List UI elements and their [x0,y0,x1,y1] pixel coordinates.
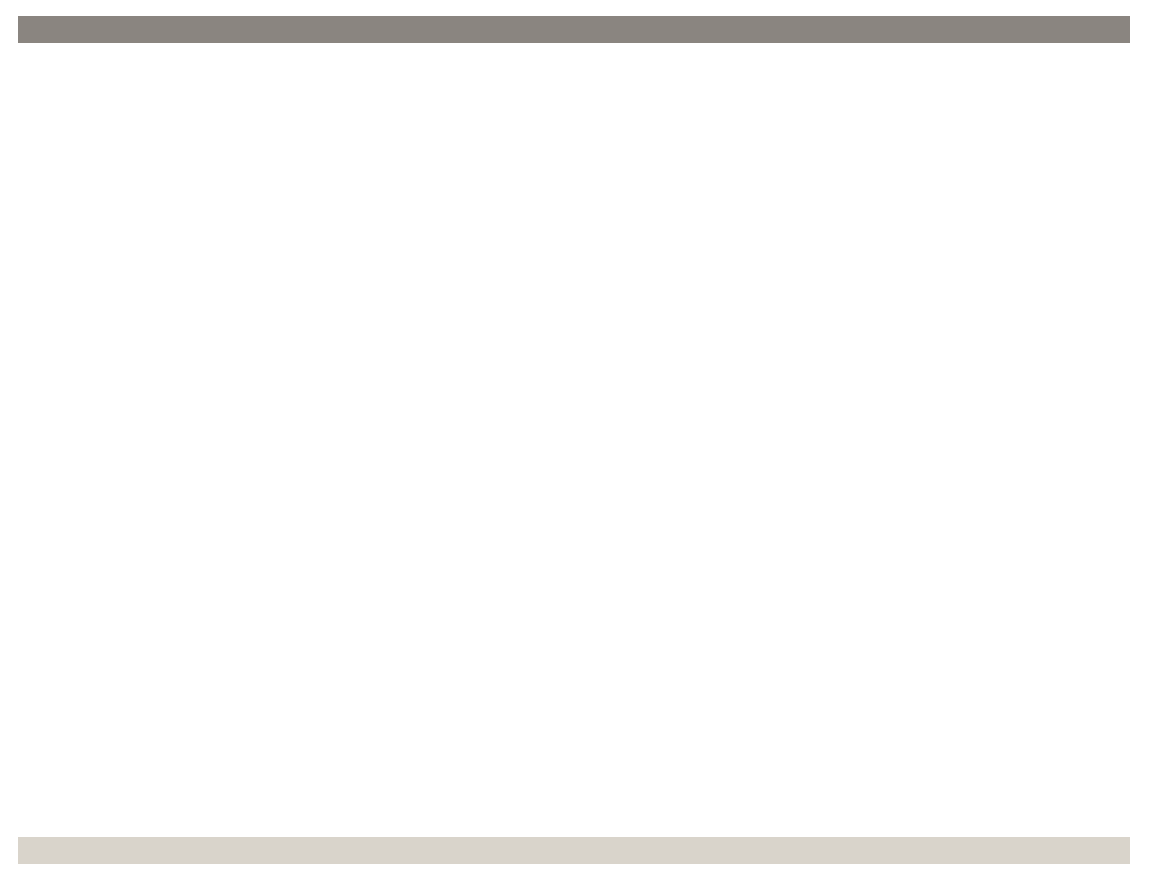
bottom-divider-bar [18,837,1130,864]
top-divider-bar [18,16,1130,43]
